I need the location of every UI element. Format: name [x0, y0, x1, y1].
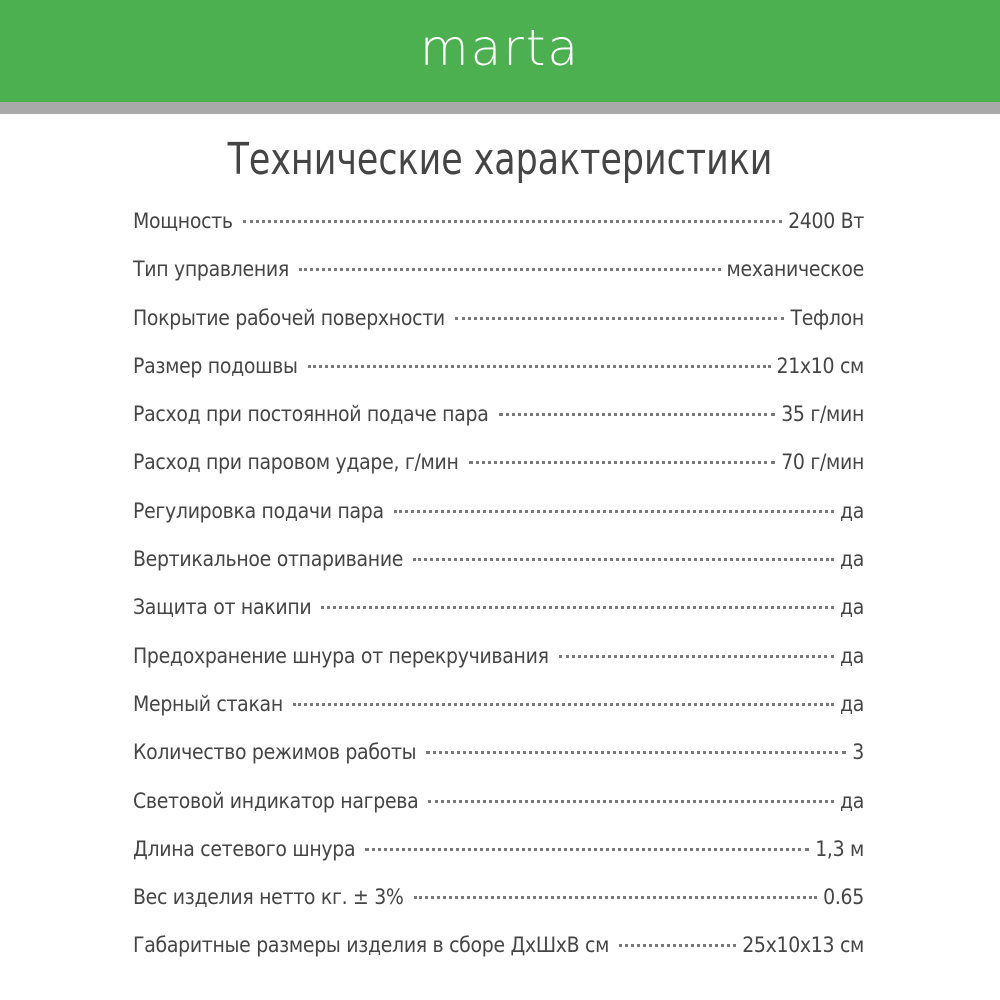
- dot-leader: [428, 798, 834, 803]
- dot-leader: [455, 315, 785, 320]
- spec-row-dimensions: [133, 921, 864, 969]
- dot-leader: [469, 459, 776, 464]
- spec-value: да: [839, 595, 864, 620]
- spec-label: Защита от накипи: [133, 595, 312, 620]
- spec-value: да: [839, 547, 864, 572]
- spec-row-heat-indicator: [133, 777, 864, 825]
- dot-leader: [299, 266, 721, 271]
- spec-value: механическое: [726, 257, 864, 282]
- spec-value: 70 г/мин: [781, 450, 864, 475]
- dot-leader: [426, 749, 846, 754]
- spec-list: [133, 197, 864, 970]
- spec-label: Регулировка подачи пара: [133, 498, 384, 523]
- spec-label: Расход при постоянной подаче пара: [133, 402, 489, 427]
- spec-label: Количество режимов работы: [133, 740, 417, 765]
- spec-label: Предохранение шнура от перекручивания: [133, 643, 549, 668]
- header-divider: [0, 102, 1000, 114]
- dot-leader: [365, 846, 809, 851]
- spec-label: Тип управления: [133, 257, 289, 282]
- spec-value: да: [839, 788, 864, 813]
- spec-row-soleplate-size: [133, 342, 864, 390]
- spec-row-steam-adjust: [133, 487, 864, 535]
- spec-value: 0.65: [823, 885, 864, 910]
- spec-value: да: [839, 643, 864, 668]
- dot-leader: [414, 894, 818, 899]
- page-title: Технические характеристики: [227, 134, 773, 185]
- spec-row-vertical-steam: [133, 535, 864, 583]
- spec-value: 25x10x13 см: [742, 933, 864, 958]
- dot-leader: [619, 942, 736, 947]
- spec-row-power: [133, 197, 864, 245]
- dot-leader: [243, 218, 782, 223]
- spec-label: Вертикальное отпаривание: [133, 547, 404, 572]
- spec-value: да: [839, 691, 864, 716]
- spec-label: Мощность: [133, 209, 233, 233]
- spec-label: Световой индикатор нагрева: [133, 788, 419, 813]
- spec-value: Тефлон: [790, 305, 864, 330]
- dot-leader: [413, 556, 834, 561]
- spec-label: Длина сетевого шнура: [133, 836, 356, 861]
- spec-value: 3: [852, 740, 864, 765]
- spec-row-cord-length: [133, 825, 864, 873]
- spec-value: да: [839, 498, 864, 523]
- spec-row-control-type: [133, 245, 864, 293]
- header-banner: [0, 0, 1000, 102]
- spec-row-measuring-cup: [133, 680, 864, 728]
- dot-leader: [308, 363, 771, 368]
- dot-leader: [321, 604, 834, 609]
- spec-label: Расход при паровом ударе, г/мин: [133, 450, 459, 475]
- spec-row-soleplate-coating: [133, 294, 864, 342]
- brand-logo: marta: [419, 19, 581, 77]
- spec-value: 1,3 м: [815, 836, 864, 861]
- dot-leader: [394, 508, 834, 513]
- spec-value: 35 г/мин: [781, 402, 864, 427]
- spec-label: Размер подошвы: [133, 353, 298, 378]
- spec-row-anti-scale: [133, 583, 864, 631]
- spec-row-constant-steam: [133, 390, 864, 438]
- dot-leader: [499, 411, 776, 416]
- spec-label: Покрытие рабочей поверхности: [133, 305, 445, 330]
- spec-label: Габаритные размеры изделия в сборе ДхШхВ см: [133, 933, 610, 958]
- spec-row-steam-shot: [133, 438, 864, 486]
- dot-leader: [559, 653, 834, 658]
- dot-leader: [293, 701, 834, 706]
- spec-row-net-weight: [133, 873, 864, 921]
- spec-label: Вес изделия нетто кг. ± 3%: [133, 885, 404, 910]
- spec-value: 2400 Вт: [788, 209, 864, 233]
- spec-row-cord-protection: [133, 632, 864, 680]
- spec-value: 21x10 см: [776, 353, 864, 378]
- spec-label: Мерный стакан: [133, 691, 283, 716]
- spec-row-modes-count: [133, 728, 864, 776]
